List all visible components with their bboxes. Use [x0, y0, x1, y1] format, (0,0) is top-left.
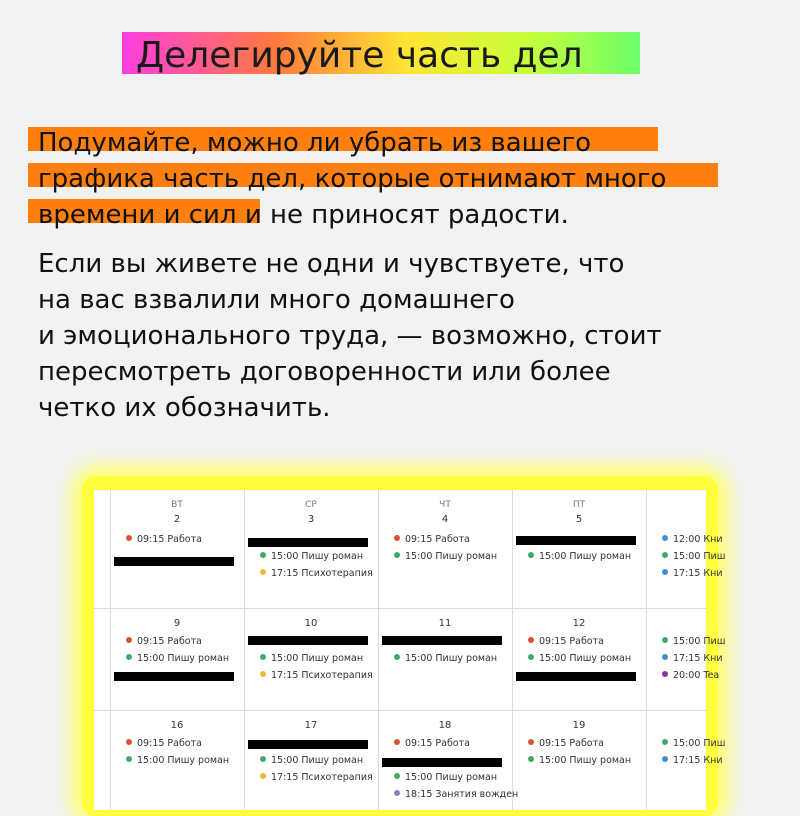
- calendar-event[interactable]: [394, 551, 497, 563]
- event-label: 17:15 Психотерапия: [271, 772, 373, 783]
- calendar-screenshot: [94, 490, 726, 810]
- event-color-dot: [394, 773, 400, 779]
- event-color-dot: [394, 552, 400, 558]
- event-color-dot: [528, 552, 534, 558]
- paragraph-line: графика часть дел, которые отнимают много: [38, 164, 667, 194]
- date-number[interactable]: 16: [170, 720, 184, 731]
- event-label: 17:15 Психотерапия: [271, 568, 373, 579]
- paragraph-line: пересмотреть договоренности или более: [38, 357, 611, 387]
- event-color-dot: [260, 552, 266, 558]
- paragraph-line: [38, 197, 569, 233]
- calendar-event[interactable]: [528, 755, 631, 767]
- event-label: 15:00 Пиш: [673, 636, 726, 647]
- redaction-bar: [516, 536, 636, 545]
- event-color-dot: [662, 654, 668, 660]
- event-color-dot: [394, 654, 400, 660]
- redaction-bar: [382, 636, 502, 645]
- calendar-event[interactable]: [528, 653, 631, 665]
- event-label: 17:15 Психотерапия: [271, 670, 373, 681]
- date-number[interactable]: 19: [572, 720, 586, 731]
- calendar-event[interactable]: [528, 551, 631, 563]
- calendar-event[interactable]: [260, 755, 363, 767]
- event-label: 17:15 Кни: [673, 568, 723, 579]
- event-color-dot: [528, 756, 534, 762]
- event-label: 09:15 Работа: [405, 534, 470, 545]
- redaction-bar: [248, 636, 368, 645]
- event-color-dot: [126, 756, 132, 762]
- calendar-event[interactable]: [260, 670, 373, 682]
- event-label: 15:00 Пиш: [673, 738, 726, 749]
- event-color-dot: [662, 552, 668, 558]
- calendar-event[interactable]: [662, 568, 723, 580]
- event-label: 09:15 Работа: [137, 534, 202, 545]
- paragraph-line: Если вы живете не одни и чувствуете, что: [38, 249, 625, 279]
- event-label: 15:00 Пишу роман: [539, 755, 632, 766]
- event-color-dot: [394, 790, 400, 796]
- event-color-dot: [662, 671, 668, 677]
- event-color-dot: [662, 756, 668, 762]
- calendar-event[interactable]: [394, 534, 470, 546]
- calendar-event[interactable]: [260, 653, 363, 665]
- page-title: Делегируйте часть дел: [136, 35, 583, 76]
- event-color-dot: [260, 654, 266, 660]
- calendar-event[interactable]: [662, 636, 725, 648]
- calendar-event[interactable]: [126, 738, 202, 750]
- redaction-bar: [248, 538, 368, 547]
- event-label: 09:15 Работа: [137, 636, 202, 647]
- date-number[interactable]: 4: [441, 514, 449, 525]
- paragraph-line: и эмоционального труда, — возможно, стоит: [38, 321, 662, 351]
- weekday-label: ПТ: [572, 500, 586, 510]
- event-color-dot: [126, 637, 132, 643]
- event-label: 15:00 Пишу роман: [271, 653, 364, 664]
- weekday-label: СР: [305, 500, 317, 510]
- event-label: 20:00 Tea: [673, 670, 720, 681]
- calendar-event[interactable]: [662, 534, 723, 546]
- calendar-event[interactable]: [126, 755, 229, 767]
- date-number[interactable]: 18: [438, 720, 452, 731]
- calendar-event[interactable]: [662, 755, 723, 767]
- event-label: 15:00 Пиш: [673, 551, 726, 562]
- event-color-dot: [260, 569, 266, 575]
- redaction-bar: [382, 758, 502, 767]
- event-label: 15:00 Пишу роман: [539, 551, 632, 562]
- redaction-bar: [114, 557, 234, 566]
- event-color-dot: [260, 773, 266, 779]
- event-color-dot: [260, 671, 266, 677]
- column-divider: [646, 490, 647, 810]
- column-divider: [110, 490, 111, 810]
- calendar-event[interactable]: [260, 568, 373, 580]
- event-color-dot: [126, 535, 132, 541]
- event-color-dot: [394, 535, 400, 541]
- calendar-event[interactable]: [394, 653, 497, 665]
- body-paragraph: [38, 246, 758, 426]
- event-label: 15:00 Пишу роман: [137, 755, 230, 766]
- event-color-dot: [260, 756, 266, 762]
- event-label: 15:00 Пишу роман: [405, 653, 498, 664]
- calendar-event[interactable]: [126, 534, 202, 546]
- event-color-dot: [126, 739, 132, 745]
- event-label: 18:15 Занятия вожден: [405, 789, 519, 800]
- row-divider: [94, 710, 706, 711]
- calendar-event[interactable]: [260, 551, 363, 563]
- event-color-dot: [662, 569, 668, 575]
- calendar-event[interactable]: [528, 738, 604, 750]
- event-label: 09:15 Работа: [137, 738, 202, 749]
- event-label: 17:15 Кни: [673, 653, 723, 664]
- row-divider: [94, 608, 706, 609]
- paragraph-line: четко их обозначить.: [38, 393, 331, 423]
- event-label: 09:15 Работа: [405, 738, 470, 749]
- event-color-dot: [662, 739, 668, 745]
- event-label: 15:00 Пишу роман: [271, 755, 364, 766]
- event-label: 09:15 Работа: [539, 636, 604, 647]
- calendar-event[interactable]: [528, 636, 604, 648]
- calendar-event[interactable]: [394, 789, 518, 801]
- event-color-dot: [528, 654, 534, 660]
- paragraph-line: на вас взвалили много домашнего: [38, 285, 515, 315]
- date-number[interactable]: 5: [575, 514, 583, 525]
- calendar-event[interactable]: [126, 653, 229, 665]
- event-label: 15:00 Пишу роман: [137, 653, 230, 664]
- calendar-event[interactable]: [126, 636, 202, 648]
- paragraph-line: Подумайте, можно ли убрать из вашего: [38, 128, 592, 158]
- redaction-bar: [516, 672, 636, 681]
- weekday-label: ВТ: [171, 500, 183, 510]
- event-color-dot: [528, 637, 534, 643]
- event-label: 15:00 Пишу роман: [405, 551, 498, 562]
- column-divider: [244, 490, 245, 810]
- event-color-dot: [394, 739, 400, 745]
- date-number[interactable]: 10: [304, 618, 318, 629]
- event-color-dot: [662, 637, 668, 643]
- event-label: 17:15 Кни: [673, 755, 723, 766]
- event-color-dot: [528, 739, 534, 745]
- event-label: 15:00 Пишу роман: [539, 653, 632, 664]
- highlighted-text: времени и сил: [38, 200, 237, 230]
- column-divider: [378, 490, 379, 810]
- date-number[interactable]: 12: [572, 618, 586, 629]
- plain-text: и не приносят радости.: [236, 200, 569, 230]
- date-number[interactable]: 11: [438, 618, 452, 629]
- event-color-dot: [662, 535, 668, 541]
- title-banner: [122, 32, 640, 74]
- event-label: 09:15 Работа: [539, 738, 604, 749]
- weekday-label: ЧТ: [439, 500, 451, 510]
- event-label: 15:00 Пишу роман: [405, 772, 498, 783]
- calendar-event[interactable]: [260, 772, 373, 784]
- calendar-event[interactable]: [662, 738, 725, 750]
- calendar-event[interactable]: [394, 772, 497, 784]
- redaction-bar: [114, 672, 234, 681]
- event-color-dot: [126, 654, 132, 660]
- redaction-bar: [248, 740, 368, 749]
- date-number[interactable]: 17: [304, 720, 318, 731]
- date-number[interactable]: 3: [307, 514, 315, 525]
- event-label: 15:00 Пишу роман: [271, 551, 364, 562]
- column-divider: [512, 490, 513, 810]
- calendar-event[interactable]: [662, 653, 723, 665]
- date-number[interactable]: 2: [173, 514, 181, 525]
- calendar-event[interactable]: [662, 670, 719, 682]
- date-number[interactable]: 9: [173, 618, 181, 629]
- event-label: 12:00 Кни: [673, 534, 723, 545]
- calendar-event[interactable]: [394, 738, 470, 750]
- calendar-event[interactable]: [662, 551, 725, 563]
